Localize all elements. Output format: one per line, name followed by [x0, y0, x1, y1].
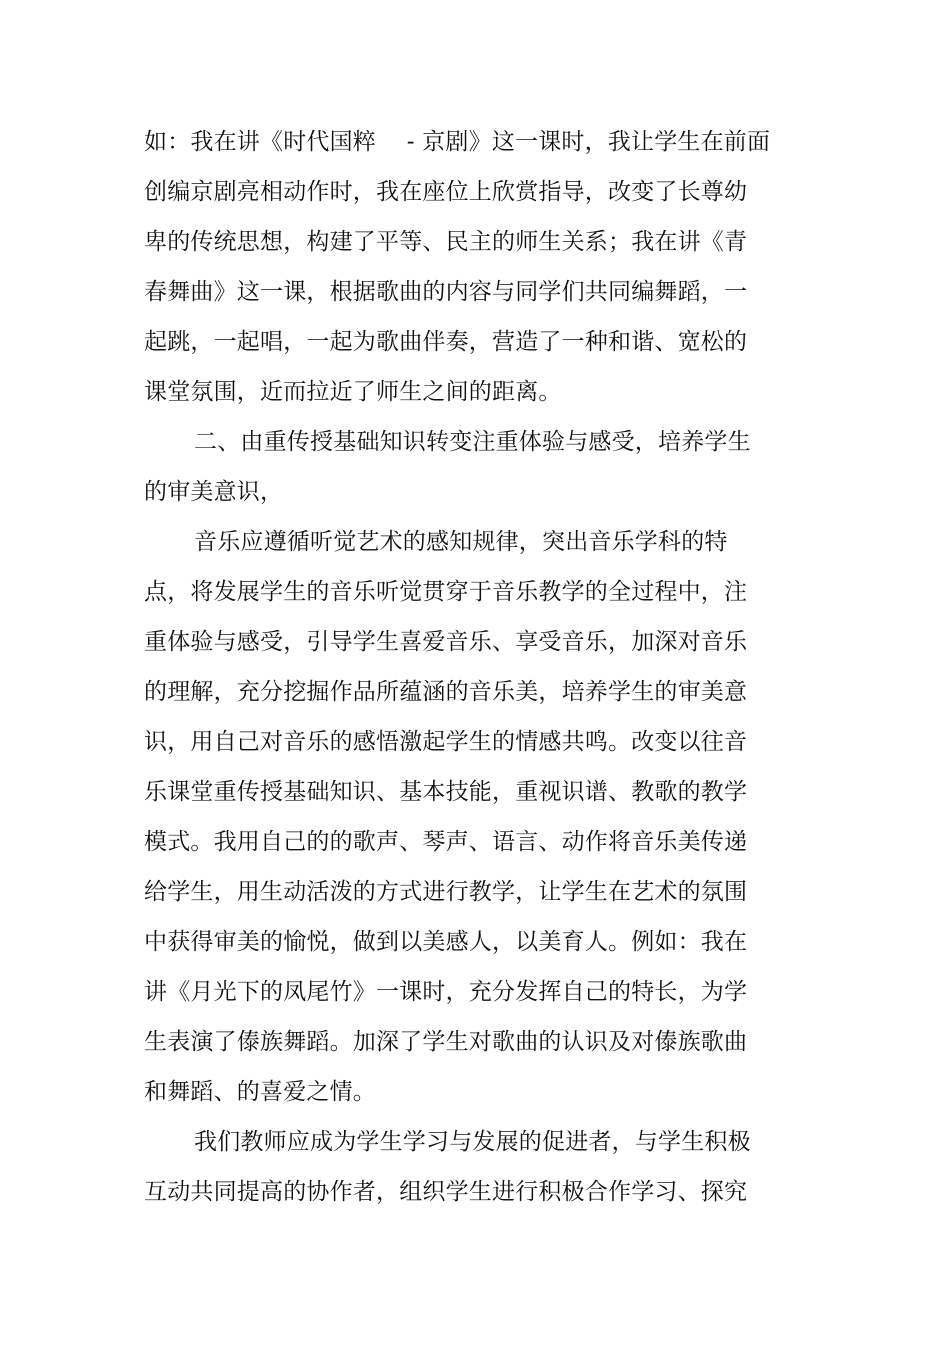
text-line-15: 模式。我用自己的的歌声、琴声、语言、动作将音乐美传递	[144, 829, 748, 855]
text-line-17: 中获得审美的愉悦，做到以美感人，以美育人。例如：我在	[144, 929, 748, 955]
text-line-2: 创编京剧亮相动作时，我在座位上欣赏指导，改变了长尊幼	[144, 179, 748, 205]
section-heading-line-1: 二、由重传授基础知识转变注重体验与感受，培养学生	[194, 429, 751, 455]
text-line-14: 乐课堂重传授基础知识、基本技能，重视识谱、教歌的教学	[144, 779, 748, 805]
text-line-1: 如：我在讲《时代国粹 - 京剧》这一课时，我让学生在前面	[144, 129, 771, 155]
text-line-20: 和舞蹈、的喜爱之情。	[144, 1079, 376, 1105]
text-line-5: 起跳，一起唱，一起为歌曲伴奏，营造了一种和谐、宽松的	[144, 329, 748, 355]
text-line-19: 生表演了傣族舞蹈。加深了学生对歌曲的认识及对傣族歌曲	[144, 1029, 748, 1055]
section-heading-line-2: 的审美意识，	[144, 479, 284, 505]
text-line-18: 讲《月光下的凤尾竹》一课时，充分发挥自己的特长，为学	[144, 979, 748, 1005]
text-line-22: 互动共同提高的协作者，组织学生进行积极合作学习、探究	[144, 1179, 748, 1205]
text-line-3: 卑的传统思想，构建了平等、民主的师生关系；我在讲《青	[144, 229, 748, 255]
text-line-16: 给学生，用生动活泼的方式进行教学，让学生在艺术的氛围	[144, 879, 748, 905]
text-line-21: 我们教师应成为学生学习与发展的促进者，与学生积极	[194, 1129, 751, 1155]
text-line-11: 重体验与感受，引导学生喜爱音乐、享受音乐，加深对音乐	[144, 629, 748, 655]
text-line-6: 课堂氛围，近而拉近了师生之间的距离。	[144, 379, 562, 405]
text-line-12: 的理解，充分挖掘作品所蕴涵的音乐美，培养学生的审美意	[144, 679, 748, 705]
text-line-4: 春舞曲》这一课，根据歌曲的内容与同学们共同编舞蹈，一	[144, 279, 748, 305]
text-line-13: 识，用自己对音乐的感悟激起学生的情感共鸣。改变以往音	[144, 729, 748, 755]
text-line-10: 点，将发展学生的音乐听觉贯穿于音乐教学的全过程中，注	[144, 579, 748, 605]
text-line-9: 音乐应遵循听觉艺术的感知规律，突出音乐学科的特	[194, 529, 728, 555]
